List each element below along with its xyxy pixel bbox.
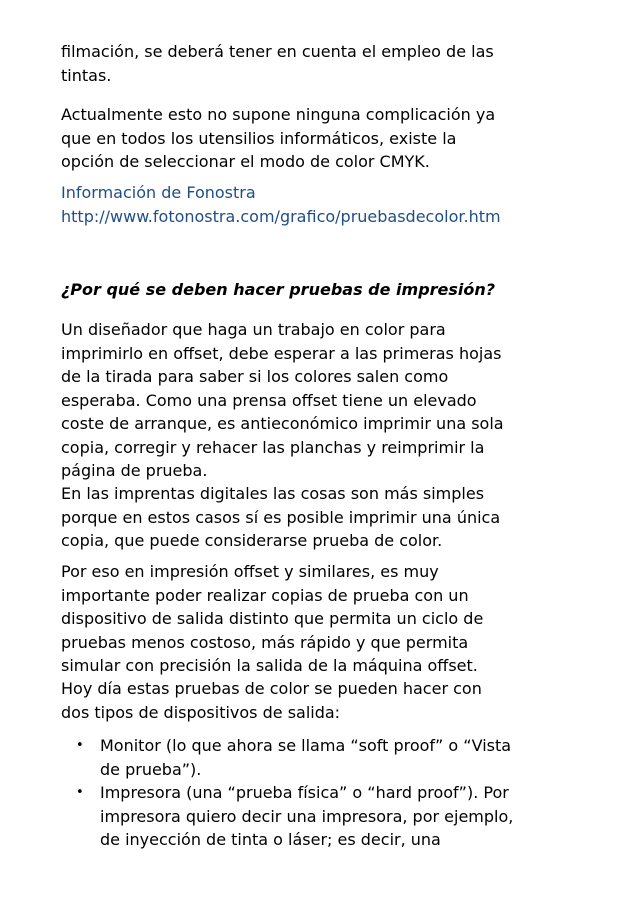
list-item-printer [61, 781, 581, 852]
paragraph-output-devices [61, 677, 561, 724]
list-item-monitor [61, 734, 581, 781]
text-line: impresora quiero decir una impresora, por ejemplo, [100, 806, 514, 826]
source-url-link[interactable]: http://www.fotonostra.com/grafico/pruebasdecolor.htm [61, 206, 501, 226]
heading-text: ¿Por qué se deben hacer pruebas de impresión? [61, 280, 496, 299]
text-line: dispositivo de salida distinto que permita un ciclo de [61, 609, 484, 628]
text-line: de inyección de tinta o láser; es decir, una [100, 830, 441, 849]
source-title: Información de Fonostra [61, 183, 256, 202]
text-line: dos tipos de dispositivos de salida: [61, 702, 341, 722]
text-line: En las imprentas digitales las cosas son más simples [61, 484, 485, 503]
paragraph-offset-designer [61, 318, 561, 483]
text-line: copia, que puede considerarse prueba de color. [61, 531, 443, 550]
text-line: Hoy día estas pruebas de color se pueden hacer con [61, 679, 482, 698]
text-line: Un diseñador que haga un trabajo en color para [61, 320, 446, 339]
bullet-icon: • [76, 738, 84, 753]
text-line: simular con precisión la salida de la máquina offset. [61, 656, 478, 675]
text-line: coste de arranque, es antieconómico imprimir una sola [61, 414, 504, 433]
paragraph-intro-continuation [61, 40, 561, 87]
text-line: filmación, se deberá tener en cuenta el empleo de las [61, 42, 494, 61]
text-line: página de prueba. [61, 461, 208, 480]
text-line: de prueba”). [100, 759, 202, 779]
text-line: opción de seleccionar el modo de color CMYK. [61, 152, 430, 171]
paragraph-proof-copies [61, 560, 561, 678]
source-reference [61, 181, 561, 228]
text-line: tintas. [61, 65, 112, 85]
text-line: Monitor (lo que ahora se llama “soft proof” o “Vista [100, 736, 512, 755]
text-line: de la tirada para saber si los colores salen como [61, 367, 449, 386]
paragraph-cmyk [61, 103, 561, 174]
output-devices-list [61, 734, 581, 852]
text-line: esperaba. Como una prensa offset tiene un elevado [61, 390, 477, 410]
text-line: imprimirlo en offset, debe esperar a las primeras hojas [61, 343, 502, 363]
text-line: copia, corregir y rehacer las planchas y reimprimir la [61, 437, 485, 457]
text-line: Por eso en impresión offset y similares, es muy [61, 562, 439, 581]
text-line: pruebas menos costoso, más rápido y que permita [61, 632, 469, 652]
text-line: Actualmente esto no supone ninguna complicación ya [61, 105, 496, 124]
text-line: importante poder realizar copias de prueba con un [61, 585, 469, 605]
bullet-icon: • [76, 785, 84, 800]
paragraph-digital-print [61, 482, 561, 553]
section-heading [61, 278, 561, 302]
text-line: Impresora (una “prueba física” o “hard proof”). Por [100, 783, 509, 802]
text-line: que en todos los utensilios informáticos, existe la [61, 128, 457, 148]
text-line: porque en estos casos sí es posible imprimir una única [61, 507, 501, 527]
